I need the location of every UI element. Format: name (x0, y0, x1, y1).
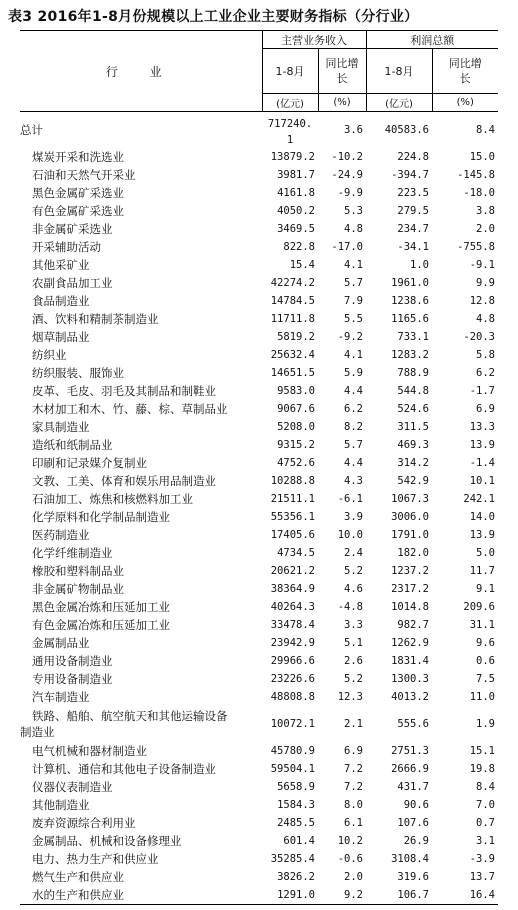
row-revenue: 29966.6 (270, 655, 315, 667)
row-industry: 食品制造业 (32, 294, 90, 308)
row-profit-growth: 16.4 (432, 886, 498, 905)
row-profit-growth: 6.2 (476, 367, 495, 379)
row-profit: 279.5 (397, 205, 429, 217)
row-industry: 其他采矿业 (32, 258, 90, 272)
row-industry: 煤炭开采和洗选业 (32, 150, 124, 164)
row-profit-growth: 13.3 (469, 421, 495, 433)
row-revenue: 3469.5 (277, 223, 315, 235)
row-profit: 107.6 (397, 817, 429, 829)
row-profit: 223.5 (397, 187, 429, 199)
row-profit-growth: -145.8 (457, 169, 495, 181)
row-profit: 90.6 (403, 799, 429, 811)
industry-column-header: 行 业 (20, 31, 262, 112)
financial-indicators-table (20, 30, 498, 905)
row-profit-growth: 15.0 (469, 151, 495, 163)
row-revenue: 717240. 1 (267, 118, 313, 146)
table-row (20, 418, 498, 436)
row-revenue: 21511.1 (270, 493, 315, 505)
table-row (20, 652, 498, 670)
row-industry: 电气机械和器材制造业 (32, 744, 147, 758)
row-revenue-growth: 6.2 (344, 403, 363, 415)
table-row (20, 292, 498, 310)
table-row (20, 220, 498, 238)
table-row (20, 166, 498, 184)
row-profit-growth: 15.1 (469, 745, 495, 757)
row-industry: 黑色金属矿采选业 (32, 186, 124, 200)
row-profit: 26.9 (403, 835, 429, 847)
table-row (20, 364, 498, 382)
row-revenue-growth: 4.1 (344, 349, 363, 361)
row-revenue-growth: 3.9 (344, 511, 363, 523)
row-industry: 铁路、船舶、航空航天和其他运输设备 制造业 (20, 709, 228, 739)
table-row (20, 400, 498, 418)
row-revenue-growth: 8.2 (344, 421, 363, 433)
table-row (20, 310, 498, 328)
row-revenue: 33478.4 (270, 619, 315, 631)
row-profit: 733.1 (397, 331, 429, 343)
row-revenue: 15.4 (289, 259, 315, 271)
profit-group-header: 利润总额 (366, 31, 498, 49)
row-revenue-growth: 4.6 (344, 583, 363, 595)
table-row (20, 238, 498, 256)
total-row (20, 112, 498, 149)
row-profit: 1262.9 (391, 637, 429, 649)
table-row (20, 868, 498, 886)
row-profit-growth: 1.9 (476, 718, 495, 730)
row-revenue: 40264.3 (270, 601, 315, 613)
row-industry: 非金属矿物制品业 (32, 582, 124, 596)
row-revenue-growth: 7.2 (344, 781, 363, 793)
row-profit-growth: 31.1 (469, 619, 495, 631)
table-row (20, 508, 498, 526)
row-profit: 311.5 (397, 421, 429, 433)
row-profit-growth: 3.8 (476, 205, 495, 217)
row-revenue-growth: 5.7 (344, 439, 363, 451)
row-revenue: 45780.9 (270, 745, 315, 757)
row-revenue-growth: 12.3 (337, 691, 363, 703)
row-profit: -394.7 (391, 169, 429, 181)
row-industry: 燃气生产和供应业 (32, 870, 124, 884)
row-revenue: 1584.3 (277, 799, 315, 811)
row-industry: 橡胶和塑料制品业 (32, 564, 124, 578)
row-profit: 431.7 (397, 781, 429, 793)
row-revenue: 822.8 (283, 241, 315, 253)
row-profit: 1791.0 (391, 529, 429, 541)
row-industry: 水的生产和供应业 (20, 886, 262, 905)
row-industry: 黑色金属冶炼和压延加工业 (32, 600, 170, 614)
row-industry: 化学原料和化学制品制造业 (32, 510, 170, 524)
table-row (20, 580, 498, 598)
row-profit-growth: 4.8 (476, 313, 495, 325)
row-profit-growth: 9.1 (476, 583, 495, 595)
row-revenue-growth: 5.3 (344, 205, 363, 217)
row-profit: 3108.4 (391, 853, 429, 865)
row-industry: 印刷和记录媒介复制业 (32, 456, 147, 470)
row-profit-growth: 242.1 (463, 493, 495, 505)
row-revenue-growth: 5.5 (344, 313, 363, 325)
row-industry: 通用设备制造业 (32, 654, 113, 668)
row-profit-growth: 5.8 (476, 349, 495, 361)
row-profit-growth: 0.6 (476, 655, 495, 667)
row-revenue-growth: 2.4 (344, 547, 363, 559)
row-profit: 106.7 (366, 886, 432, 905)
table-row (20, 256, 498, 274)
row-revenue: 3981.7 (277, 169, 315, 181)
row-revenue: 14651.5 (270, 367, 315, 379)
row-revenue-growth: 8.0 (344, 799, 363, 811)
row-revenue: 25632.4 (270, 349, 315, 361)
row-industry: 金属制品业 (32, 636, 90, 650)
row-revenue-growth: 5.7 (344, 277, 363, 289)
row-profit: 2751.3 (391, 745, 429, 757)
row-profit-growth: 0.7 (476, 817, 495, 829)
table-row (20, 328, 498, 346)
revenue-period-header: 1-8月 (262, 49, 318, 94)
row-profit-growth: 9.6 (476, 637, 495, 649)
table-row (20, 670, 498, 688)
table-row (20, 274, 498, 292)
row-revenue: 48808.8 (270, 691, 315, 703)
row-profit: 2317.2 (391, 583, 429, 595)
row-industry: 金属制品、机械和设备修理业 (32, 834, 182, 848)
row-profit-growth: 7.5 (476, 673, 495, 685)
row-revenue-growth: -6.1 (337, 493, 363, 505)
row-profit: 1014.8 (391, 601, 429, 613)
row-profit: 1961.0 (391, 277, 429, 289)
row-revenue-growth: 9.2 (318, 886, 366, 905)
row-profit: 314.2 (397, 457, 429, 469)
row-profit-growth: 9.9 (476, 277, 495, 289)
row-revenue-growth: 7.9 (344, 295, 363, 307)
row-revenue-growth: 2.1 (344, 718, 363, 730)
row-industry: 家具制造业 (32, 420, 90, 434)
profit-growth-header: 同比增 长 (432, 49, 498, 94)
row-profit-growth: 19.8 (469, 763, 495, 775)
table-row (20, 454, 498, 472)
row-profit-growth: -1.7 (469, 385, 495, 397)
row-profit: 542.9 (397, 475, 429, 487)
revenue-growth-header: 同比增 长 (318, 49, 366, 94)
table-row (20, 634, 498, 652)
row-revenue: 4050.2 (277, 205, 315, 217)
row-revenue-growth: -24.9 (331, 169, 363, 181)
row-revenue-growth: -17.0 (331, 241, 363, 253)
profit-period-header: 1-8月 (366, 49, 432, 94)
row-profit: 1238.6 (391, 295, 429, 307)
row-profit: -34.1 (397, 241, 429, 253)
table-row (20, 832, 498, 850)
table-body (20, 112, 498, 905)
row-industry: 有色金属冶炼和压延加工业 (32, 618, 170, 632)
row-profit: 40583.6 (384, 124, 429, 136)
profit-unit: (亿元) (366, 94, 432, 112)
row-revenue-growth: 5.2 (344, 673, 363, 685)
row-profit-growth: 209.6 (463, 601, 495, 613)
row-revenue-growth: 2.6 (344, 655, 363, 667)
row-revenue: 35285.4 (270, 853, 315, 865)
row-revenue: 4734.5 (277, 547, 315, 559)
row-industry: 纺织业 (32, 348, 67, 362)
row-industry: 石油加工、炼焦和核燃料加工业 (32, 492, 193, 506)
table-row (20, 778, 498, 796)
row-revenue: 14784.5 (270, 295, 315, 307)
row-revenue-growth: 10.2 (337, 835, 363, 847)
row-revenue: 20621.2 (270, 565, 315, 577)
table-row (20, 202, 498, 220)
table-row (20, 544, 498, 562)
row-revenue: 5208.0 (277, 421, 315, 433)
row-revenue: 11711.8 (270, 313, 315, 325)
table-row (20, 562, 498, 580)
row-revenue-growth: 6.9 (344, 745, 363, 757)
row-industry: 医药制造业 (32, 528, 90, 542)
table-row (20, 472, 498, 490)
row-revenue: 9583.0 (277, 385, 315, 397)
revenue-growth-unit: (%) (318, 94, 366, 112)
row-profit: 1.0 (410, 259, 429, 271)
row-profit: 2666.9 (391, 763, 429, 775)
table-row (20, 760, 498, 778)
row-revenue: 3826.2 (277, 871, 315, 883)
row-profit: 1300.3 (391, 673, 429, 685)
row-industry: 计算机、通信和其他电子设备制造业 (32, 762, 216, 776)
revenue-group-header: 主营业务收入 (262, 31, 366, 49)
row-profit-growth: 7.0 (476, 799, 495, 811)
row-revenue-growth: 4.4 (344, 457, 363, 469)
table-row (20, 346, 498, 364)
row-industry: 木材加工和木、竹、藤、棕、草制品业 (32, 402, 228, 416)
table-header (20, 31, 498, 112)
row-revenue: 55356.1 (270, 511, 315, 523)
row-revenue-growth: 7.2 (344, 763, 363, 775)
row-profit: 3006.0 (391, 511, 429, 523)
table-row (20, 886, 498, 905)
table-row (20, 814, 498, 832)
row-revenue: 10072.1 (270, 718, 315, 730)
row-profit-growth: -755.8 (457, 241, 495, 253)
table-row (20, 706, 498, 742)
table-row (20, 616, 498, 634)
table-row (20, 184, 498, 202)
row-profit-growth: 12.8 (469, 295, 495, 307)
table-row (20, 526, 498, 544)
row-profit: 524.6 (397, 403, 429, 415)
row-revenue-growth: 4.4 (344, 385, 363, 397)
row-profit: 555.6 (397, 718, 429, 730)
row-industry: 仪器仪表制造业 (32, 780, 113, 794)
row-industry: 电力、热力生产和供应业 (32, 852, 159, 866)
row-revenue-growth: 4.1 (344, 259, 363, 271)
row-revenue-growth: -4.8 (337, 601, 363, 613)
row-revenue: 5819.2 (277, 331, 315, 343)
row-profit-growth: 13.9 (469, 529, 495, 541)
row-industry: 汽车制造业 (32, 690, 90, 704)
row-revenue-growth: 5.9 (344, 367, 363, 379)
row-industry: 石油和天然气开采业 (32, 168, 136, 182)
row-profit-growth: 8.4 (476, 124, 495, 136)
row-revenue: 1291.0 (262, 886, 318, 905)
row-profit: 234.7 (397, 223, 429, 235)
row-industry: 开采辅助活动 (32, 240, 101, 254)
row-industry: 皮革、毛皮、羽毛及其制品和制鞋业 (32, 384, 216, 398)
row-revenue: 9067.6 (277, 403, 315, 415)
table-row (20, 688, 498, 706)
row-industry: 造纸和纸制品业 (32, 438, 113, 452)
row-industry: 农副食品加工业 (32, 276, 113, 290)
row-revenue: 17405.6 (270, 529, 315, 541)
row-revenue-growth: 3.6 (344, 124, 363, 136)
row-profit: 788.9 (397, 367, 429, 379)
row-profit-growth: -9.1 (469, 259, 495, 271)
row-revenue: 9315.2 (277, 439, 315, 451)
row-profit-growth: 3.1 (476, 835, 495, 847)
row-profit: 1067.3 (391, 493, 429, 505)
row-profit: 319.6 (397, 871, 429, 883)
row-profit: 1237.2 (391, 565, 429, 577)
row-revenue: 23942.9 (270, 637, 315, 649)
row-industry: 废弃资源综合利用业 (32, 816, 136, 830)
row-revenue: 59504.1 (270, 763, 315, 775)
row-revenue-growth: 5.1 (344, 637, 363, 649)
row-revenue-growth: 4.3 (344, 475, 363, 487)
row-profit: 4013.2 (391, 691, 429, 703)
row-revenue-growth: 4.8 (344, 223, 363, 235)
row-profit: 182.0 (397, 547, 429, 559)
table-title: 表3 2016年1-8月份规模以上工业企业主要财务指标（分行业） (8, 9, 419, 25)
table-row (20, 148, 498, 166)
row-revenue-growth: 3.3 (344, 619, 363, 631)
row-profit-growth: 5.0 (476, 547, 495, 559)
row-profit-growth: -3.9 (469, 853, 495, 865)
row-profit-growth: 8.4 (476, 781, 495, 793)
row-profit: 224.8 (397, 151, 429, 163)
table-row (20, 382, 498, 400)
row-industry: 其他制造业 (32, 798, 90, 812)
row-profit-growth: -20.3 (463, 331, 495, 343)
row-industry: 烟草制品业 (32, 330, 90, 344)
row-revenue-growth: -0.6 (337, 853, 363, 865)
row-industry: 非金属矿采选业 (32, 222, 113, 236)
row-revenue-growth: 10.0 (337, 529, 363, 541)
row-profit-growth: -1.4 (469, 457, 495, 469)
row-revenue: 5658.9 (277, 781, 315, 793)
row-profit: 1165.6 (391, 313, 429, 325)
row-revenue-growth: 5.2 (344, 565, 363, 577)
row-profit-growth: 14.0 (469, 511, 495, 523)
row-profit: 544.8 (397, 385, 429, 397)
row-profit-growth: 11.7 (469, 565, 495, 577)
row-revenue-growth: 6.1 (344, 817, 363, 829)
row-profit: 1831.4 (391, 655, 429, 667)
row-revenue-growth: 2.0 (344, 871, 363, 883)
row-revenue: 601.4 (283, 835, 315, 847)
row-profit-growth: 10.1 (469, 475, 495, 487)
row-industry: 化学纤维制造业 (32, 546, 113, 560)
row-profit-growth: 6.9 (476, 403, 495, 415)
row-industry: 专用设备制造业 (32, 672, 113, 686)
row-profit-growth: 2.0 (476, 223, 495, 235)
row-revenue: 10288.8 (270, 475, 315, 487)
revenue-unit: (亿元) (262, 94, 318, 112)
row-profit-growth: 11.0 (469, 691, 495, 703)
row-revenue-growth: -10.2 (331, 151, 363, 163)
row-revenue: 42274.2 (270, 277, 315, 289)
row-industry: 总计 (20, 123, 43, 137)
row-industry: 纺织服装、服饰业 (32, 366, 124, 380)
table-row (20, 850, 498, 868)
row-profit: 1283.2 (391, 349, 429, 361)
row-industry: 酒、饮料和精制茶制造业 (32, 312, 159, 326)
row-profit-growth: 13.9 (469, 439, 495, 451)
row-revenue: 13879.2 (270, 151, 315, 163)
table-row (20, 436, 498, 454)
row-revenue: 38364.9 (270, 583, 315, 595)
table-row (20, 598, 498, 616)
row-profit-growth: -18.0 (463, 187, 495, 199)
table-row (20, 796, 498, 814)
row-profit-growth: 13.7 (469, 871, 495, 883)
table-row (20, 490, 498, 508)
row-profit: 982.7 (397, 619, 429, 631)
row-profit: 469.3 (397, 439, 429, 451)
profit-growth-unit: (%) (432, 94, 498, 112)
row-industry: 有色金属矿采选业 (32, 204, 124, 218)
row-revenue-growth: -9.2 (337, 331, 363, 343)
row-revenue: 4161.8 (277, 187, 315, 199)
row-revenue-growth: -9.9 (337, 187, 363, 199)
table-row (20, 742, 498, 760)
row-industry: 文教、工美、体育和娱乐用品制造业 (32, 474, 216, 488)
row-revenue: 23226.6 (270, 673, 315, 685)
row-revenue: 2485.5 (277, 817, 315, 829)
row-revenue: 4752.6 (277, 457, 315, 469)
